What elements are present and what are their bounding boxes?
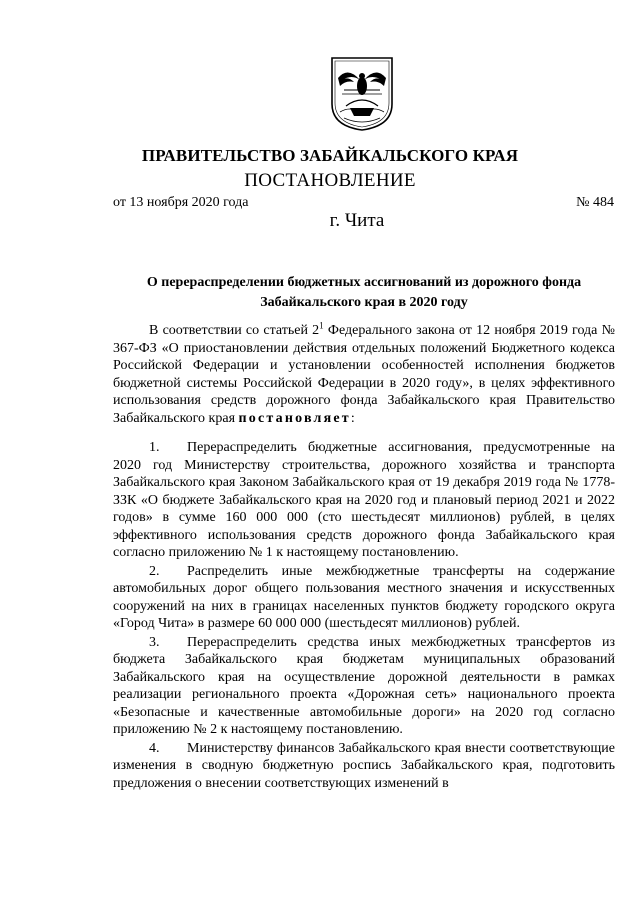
government-name: ПРАВИТЕЛЬСТВО ЗАБАЙКАЛЬСКОГО КРАЯ xyxy=(141,146,519,165)
preamble-colon: : xyxy=(350,410,355,426)
clause-number: 1. xyxy=(149,440,160,455)
preamble-paragraph xyxy=(113,322,615,427)
clause-text: Перераспределить бюджетные ассигнования, предусмотренные на 2020 год Министерству строительства, дорожного хозяйства и транспорта Забайкальского края Законом Забайкальского края от 19 декабря 2019 года № 1778-ЗЗК «О бюджете Забайкальского края на 2020 год и плановый период 2021 и 2022 годов» в сумме 160 000 000 (сто шестьдесят миллионов) рублей, в целях эффективного использования средств дорожного фонда Забайкальского края согласно приложению № 1 к настоящему постановлению. xyxy=(113,440,615,560)
clause-number: 4. xyxy=(149,740,160,756)
clause-text: Распределить иные межбюджетные трансферты на содержание автомобильных дорог общего пользования местного значения и искусственных сооружений на них в границах населенных пунктов бюджету городского округа «Город Чита» в размере 60 000 000 (шестьдесят миллионов) рублей. xyxy=(113,563,615,631)
article-superscript: 1 xyxy=(319,320,324,331)
clause-text: Министерству финансов Забайкальского края внести соответствующие изменения в сводную бюджетную роспись Забайкальского края, подготовить предложения о внесении соответствующих изменений в xyxy=(113,740,615,791)
clause-number: 3. xyxy=(149,634,160,650)
document-city: г. Чита xyxy=(329,210,385,231)
clause-number: 2. xyxy=(149,563,160,579)
clause-1 xyxy=(113,439,615,562)
clause-text: Перераспределить средства иных межбюджетных трансфертов из бюджета Забайкальского края бюджетам муниципальных образований Забайкальского края на осуществление дорожной деятельности в рамках реализации регионального проекта «Дорожная сеть» национального проекта «Безопасные и качественные автомобильные дороги» на 2020 год согласно приложению № 2 к настоящему постановлению. xyxy=(113,634,615,737)
document-type: ПОСТАНОВЛЕНИЕ xyxy=(244,170,416,191)
clause-2 xyxy=(113,563,615,633)
title-line-2: Забайкальского края в 2020 году xyxy=(260,295,468,310)
document-title xyxy=(113,273,615,313)
document-number: № 484 xyxy=(576,195,614,210)
resolves-word: постановляет xyxy=(238,410,351,426)
document-date: от 13 ноября 2020 года xyxy=(113,195,249,210)
coat-of-arms-icon xyxy=(330,56,394,132)
document-body xyxy=(113,322,615,793)
clause-3 xyxy=(113,634,615,739)
preamble-text-rest: Федерального закона от 12 ноября 2019 года № 367-ФЗ «О приостановлении действия отдельных положений Бюджетного кодекса Российской Федерации и установлении особенностей исполнения бюджетов бюджетной системы Российской Федерации в 2020 году», в целях эффективного использования средств дорожного фонда Забайкальского края Правительство Забайкальского края xyxy=(113,323,615,426)
preamble-text-start: В соответствии со статьей 2 xyxy=(149,323,320,338)
title-line-1: О перераспределении бюджетных ассигнований из дорожного фонда xyxy=(146,275,582,290)
clause-4 xyxy=(113,740,615,793)
